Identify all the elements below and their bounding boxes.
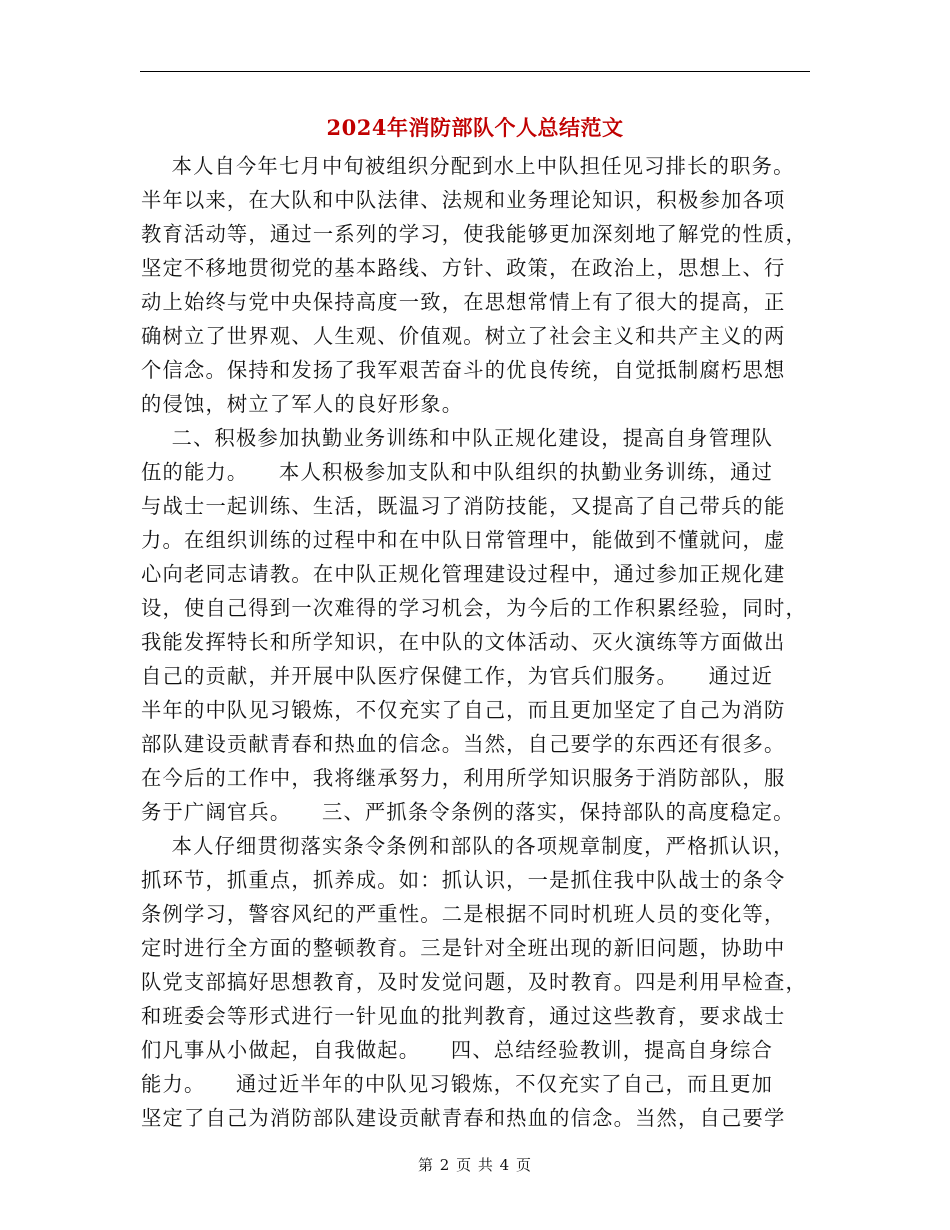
- header-rule: [140, 71, 810, 72]
- body-line-8: 的侵蚀，树立了军人的良好形象。: [141, 392, 464, 416]
- body-line-25: 队党支部搞好思想教育，及时发觉问题，及时教育。四是利用早检查，: [141, 970, 807, 994]
- body-line-26: 和班委会等形式进行一针见血的批判教育，通过这些教育，要求战士: [141, 1004, 786, 1028]
- body-line-15: 我能发挥特长和所学知识，在中队的文体活动、灭火演练等方面做出: [141, 630, 786, 654]
- document-title: 2024年消防部队个人总结范文: [326, 115, 624, 140]
- body-line-5: 动上始终与党中央保持高度一致，在思想常情上有了很大的提高，正: [141, 290, 786, 314]
- body-line-12: 力。在组织训练的过程中和在中队日常管理中，能做到不懂就问，虚: [141, 528, 786, 552]
- body-line-16: 自己的贡献，并开展中队医疗保健工作，为官兵们服务。 通过近: [141, 664, 774, 688]
- body-line-21: 本人仔细贯彻落实条令条例和部队的各项规章制度，严格抓认识，: [141, 834, 795, 858]
- body-line-19: 在今后的工作中，我将继承努力，利用所学知识服务于消防部队，服: [141, 766, 786, 790]
- body-line-7: 个信念。保持和发扬了我军艰苦奋斗的优良传统，自觉抵制腐朽思想: [141, 358, 786, 382]
- body-line-17: 半年的中队见习锻炼，不仅充实了自己，而且更加坚定了自己为消防: [141, 698, 786, 722]
- body-line-6: 确树立了世界观、人生观、价值观。树立了社会主义和共产主义的两: [141, 324, 786, 348]
- body-line-11: 与战士一起训练、生活，既温习了消防技能，又提高了自己带兵的能: [141, 494, 786, 518]
- body-line-3: 教育活动等，通过一系列的学习，使我能够更加深刻地了解党的性质，: [141, 222, 807, 246]
- body-line-22: 抓环节，抓重点，抓养成。如：抓认识，一是抓住我中队战士的条令: [141, 868, 786, 892]
- body-line-18: 部队建设贡献青春和热血的信念。当然，自己要学的东西还有很多。: [141, 732, 786, 756]
- body-line-4: 坚定不移地贯彻党的基本路线、方针、政策，在政治上，思想上、行: [141, 256, 786, 280]
- body-line-27: 们凡事从小做起，自我做起。 四、总结经验教训，提高自身综合: [141, 1038, 774, 1062]
- body-line-1: 本人自今年七月中旬被组织分配到水上中队担任见习排长的职务。: [141, 154, 795, 178]
- body-line-28: 能力。 通过近半年的中队见习锻炼，不仅充实了自己，而且更加: [141, 1072, 774, 1096]
- body-line-2: 半年以来，在大队和中队法律、法规和业务理论知识，积极参加各项: [141, 188, 786, 212]
- page-number-footer: 第 2 页 共 4 页: [418, 1156, 532, 1174]
- body-line-23: 条例学习，警容风纪的严重性。二是根据不同时机班人员的变化等，: [141, 902, 786, 926]
- body-line-10: 伍的能力。 本人积极参加支队和中队组织的执勤业务训练，通过: [141, 460, 774, 484]
- body-line-14: 设，使自己得到一次难得的学习机会，为今后的工作积累经验，同时，: [141, 596, 807, 620]
- body-line-24: 定时进行全方面的整顿教育。三是针对全班出现的新旧问题，协助中: [141, 936, 786, 960]
- body-line-29: 坚定了自己为消防部队建设贡献青春和热血的信念。当然，自己要学: [141, 1106, 786, 1130]
- body-line-13: 心向老同志请教。在中队正规化管理建设过程中，通过参加正规化建: [141, 562, 786, 586]
- body-line-9: 二、积极参加执勤业务训练和中队正规化建设，提高自身管理队: [141, 426, 774, 450]
- body-line-20: 务于广阔官兵。 三、严抓条令条例的落实，保持部队的高度稳定。: [141, 800, 795, 824]
